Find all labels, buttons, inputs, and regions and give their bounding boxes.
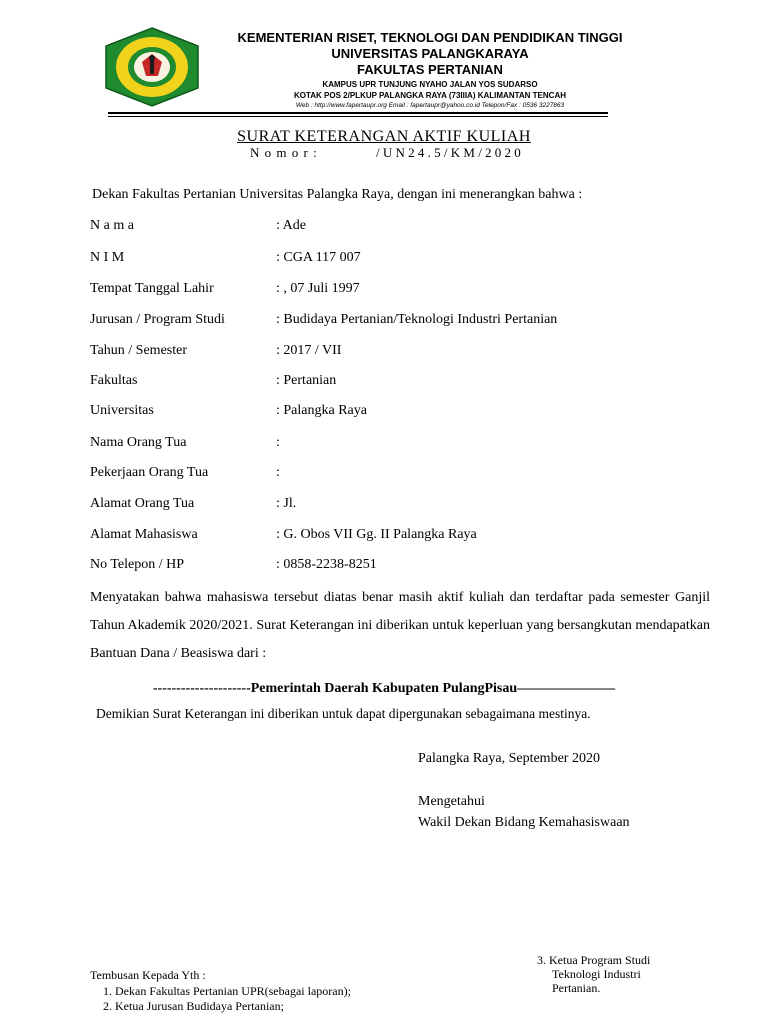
header-divider-thin <box>108 116 608 117</box>
field-value: : Palangka Raya <box>276 403 367 418</box>
field-label: Alamat Mahasiswa <box>90 527 198 542</box>
field-label: Pekerjaan Orang Tua <box>90 465 209 480</box>
cc-heading: Tembusan Kepada Yth : <box>90 968 206 982</box>
field-value: : CGA 117 007 <box>276 250 361 265</box>
letter-title: SURAT KETERANGAN AKTIF KULIAH <box>237 128 531 145</box>
field-label: Jurusan / Program Studi <box>90 312 225 327</box>
field-label: N a m a <box>90 218 134 233</box>
field-value: : Budidaya Pertanian/Teknologi Industri Pertanian <box>276 312 558 327</box>
contact-line: Web : http://www.fapertaupr.org Email : fapertaupr@yahoo.co.id Telepon/Fax : 0536 3227863 <box>295 102 565 109</box>
statement-paragraph: Menyatakan bahwa mahasiswa tersebut diatas benar masih aktif kuliah dan terdaftar pada semester Ganjil Tahun Akademik 2020/2021. Surat Keterangan ini diberikan untuk keperluan yang bersangkutan mendapatkan Bantuan Dana / Beasiswa dari : <box>90 590 710 661</box>
cc-item-3-line-3: Pertanian. <box>552 981 601 995</box>
letter-number-value: / U N 2 4 . 5 / K M / 2 0 2 0 <box>376 145 521 160</box>
field-label: Nama Orang Tua <box>90 435 187 450</box>
cc-item: 1. Dekan Fakultas Pertanian UPR(sebagai laporan); <box>103 984 351 998</box>
field-value: : Jl. <box>276 496 297 511</box>
signatory-position: Wakil Dekan Bidang Kemahasiswaan <box>418 815 630 830</box>
field-value: : <box>276 465 280 480</box>
field-label: No Telepon / HP <box>90 557 185 572</box>
faculty-name: FAKULTAS PERTANIAN <box>357 62 503 77</box>
field-label: Alamat Orang Tua <box>90 496 195 511</box>
field-value: : 0858-2238-8251 <box>276 557 377 572</box>
intro-text: Dekan Fakultas Pertanian Universitas Palangka Raya, dengan ini menerangkan bahwa : <box>92 187 583 202</box>
funder-line: ---------------------Pemerintah Daerah Kabupaten PulangPisau——————— <box>152 681 616 696</box>
field-label: Universitas <box>90 403 154 418</box>
field-label: Tahun / Semester <box>90 343 187 358</box>
cc-item: 2. Ketua Jurusan Budidaya Pertanian; <box>103 999 284 1013</box>
field-value: : Ade <box>276 218 306 233</box>
university-name: UNIVERSITAS PALANGKARAYA <box>331 46 529 61</box>
address-line-1: KAMPUS UPR TUNJUNG NYAHO JALAN YOS SUDARSO <box>322 80 538 89</box>
cc-item-3-line-1: 3. Ketua Program Studi <box>537 953 651 967</box>
acknowledge-text: Mengetahui <box>418 794 485 809</box>
ministry-name: KEMENTERIAN RISET, TEKNOLOGI DAN PENDIDIKAN TINGGI <box>237 30 623 45</box>
field-value: : Pertanian <box>276 373 337 388</box>
field-label: Tempat Tanggal Lahir <box>90 281 214 296</box>
address-line-2: KOTAK POS 2/PLKUP PALANGKA RAYA (73IIIA) KALIMANTAN TENCAH <box>293 91 567 100</box>
closing-text: Demikian Surat Keterangan ini diberikan untuk dapat dipergunakan sebagaimana mestinya. <box>96 706 591 721</box>
cc-item-3-line-2: Teknologi Industri <box>552 967 641 981</box>
field-value: : G. Obos VII Gg. II Palangka Raya <box>276 527 477 542</box>
place-date: Palangka Raya, September 2020 <box>418 751 600 766</box>
field-value: : 2017 / VII <box>276 343 342 358</box>
field-label: N I M <box>90 250 125 265</box>
field-value: : <box>276 435 280 450</box>
field-label: Fakultas <box>90 373 138 388</box>
field-value: : , 07 Juli 1997 <box>276 281 360 296</box>
letter-number-label: N o m o r : <box>250 145 318 160</box>
header-divider <box>108 112 608 114</box>
